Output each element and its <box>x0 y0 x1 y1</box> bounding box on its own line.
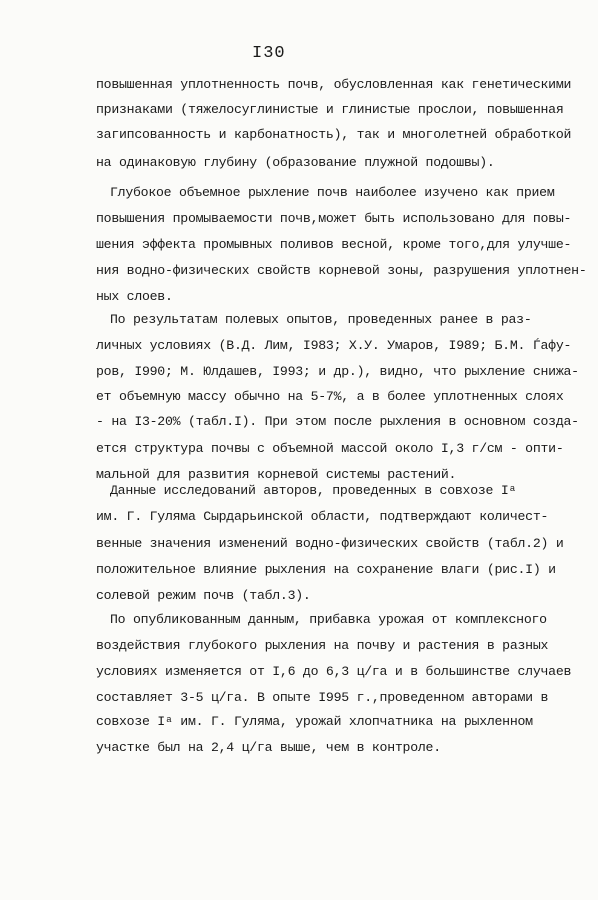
paragraph-start-line: По опубликованным данным, прибавка урожая от комплексного <box>110 612 547 627</box>
text-line: участке был на 2,4 ц/га выше, чем в контроле. <box>96 740 441 755</box>
text-line: признаками (тяжелосуглинистые и глинистые прослои, повышенная <box>96 102 564 117</box>
text-line: солевой режим почв (табл.3). <box>96 588 311 603</box>
text-line: шения эффекта промывных поливов весной, кроме того,для улучше- <box>96 237 572 252</box>
text-line: венные значения изменений водно-физических свойств (табл.2) и <box>96 536 564 551</box>
text-line: повышенная уплотненность почв, обусловленная как генетическими <box>96 77 572 92</box>
text-line: ется структура почвы с объемной массой около I,3 г/см - опти- <box>96 441 564 456</box>
text-line: мальной для развития корневой системы растений. <box>96 467 457 482</box>
text-line: - на I3-20% (табл.I). При этом после рыхления в основном созда- <box>96 414 579 429</box>
text-line: положительное влияние рыхления на сохранение влаги (рис.I) и <box>96 562 556 577</box>
text-line: ет объемную массу обычно на 5-7%, а в более уплотненных слоях <box>96 389 564 404</box>
text-line: совхозе Iᵃ им. Г. Гуляма, урожай хлопчатника на рыхленном <box>96 714 533 729</box>
text-line: повышения промываемости почв,может быть использовано для повы- <box>96 211 572 226</box>
text-line: условиях изменяется от I,6 до 6,3 ц/га и в большинстве случаев <box>96 664 572 679</box>
page-number: I30 <box>252 44 286 63</box>
text-line: личных условиях (В.Д. Лим, I983; Х.У. Умаров, I989; Б.М. Ѓафу- <box>96 338 572 353</box>
text-line: на одинаковую глубину (образование плужной подошвы). <box>96 155 495 170</box>
text-line: загипсованность и карбонатность), так и многолетней обработкой <box>96 127 572 142</box>
text-line: ных слоев. <box>96 289 173 304</box>
text-line: составляет 3-5 ц/га. В опыте I995 г.,проведенном авторами в <box>96 690 549 705</box>
text-line: воздействия глубокого рыхления на почву и растения в разных <box>96 638 549 653</box>
text-line: им. Г. Гуляма Сырдарьинской области, подтверждают количест- <box>96 509 549 524</box>
paragraph-start-line: Данные исследований авторов, проведенных в совхозе Iᵃ <box>110 483 517 498</box>
paragraph-start-line: По результатам полевых опытов, проведенных ранее в раз- <box>110 312 532 327</box>
paragraph-start-line: Глубокое объемное рыхление почв наиболее изучено как прием <box>110 185 555 200</box>
text-line: ров, I990; М. Юлдашев, I993; и др.), видно, что рыхление снижа- <box>96 364 579 379</box>
text-line: ния водно-физических свойств корневой зоны, разрушения уплотнен- <box>96 263 587 278</box>
